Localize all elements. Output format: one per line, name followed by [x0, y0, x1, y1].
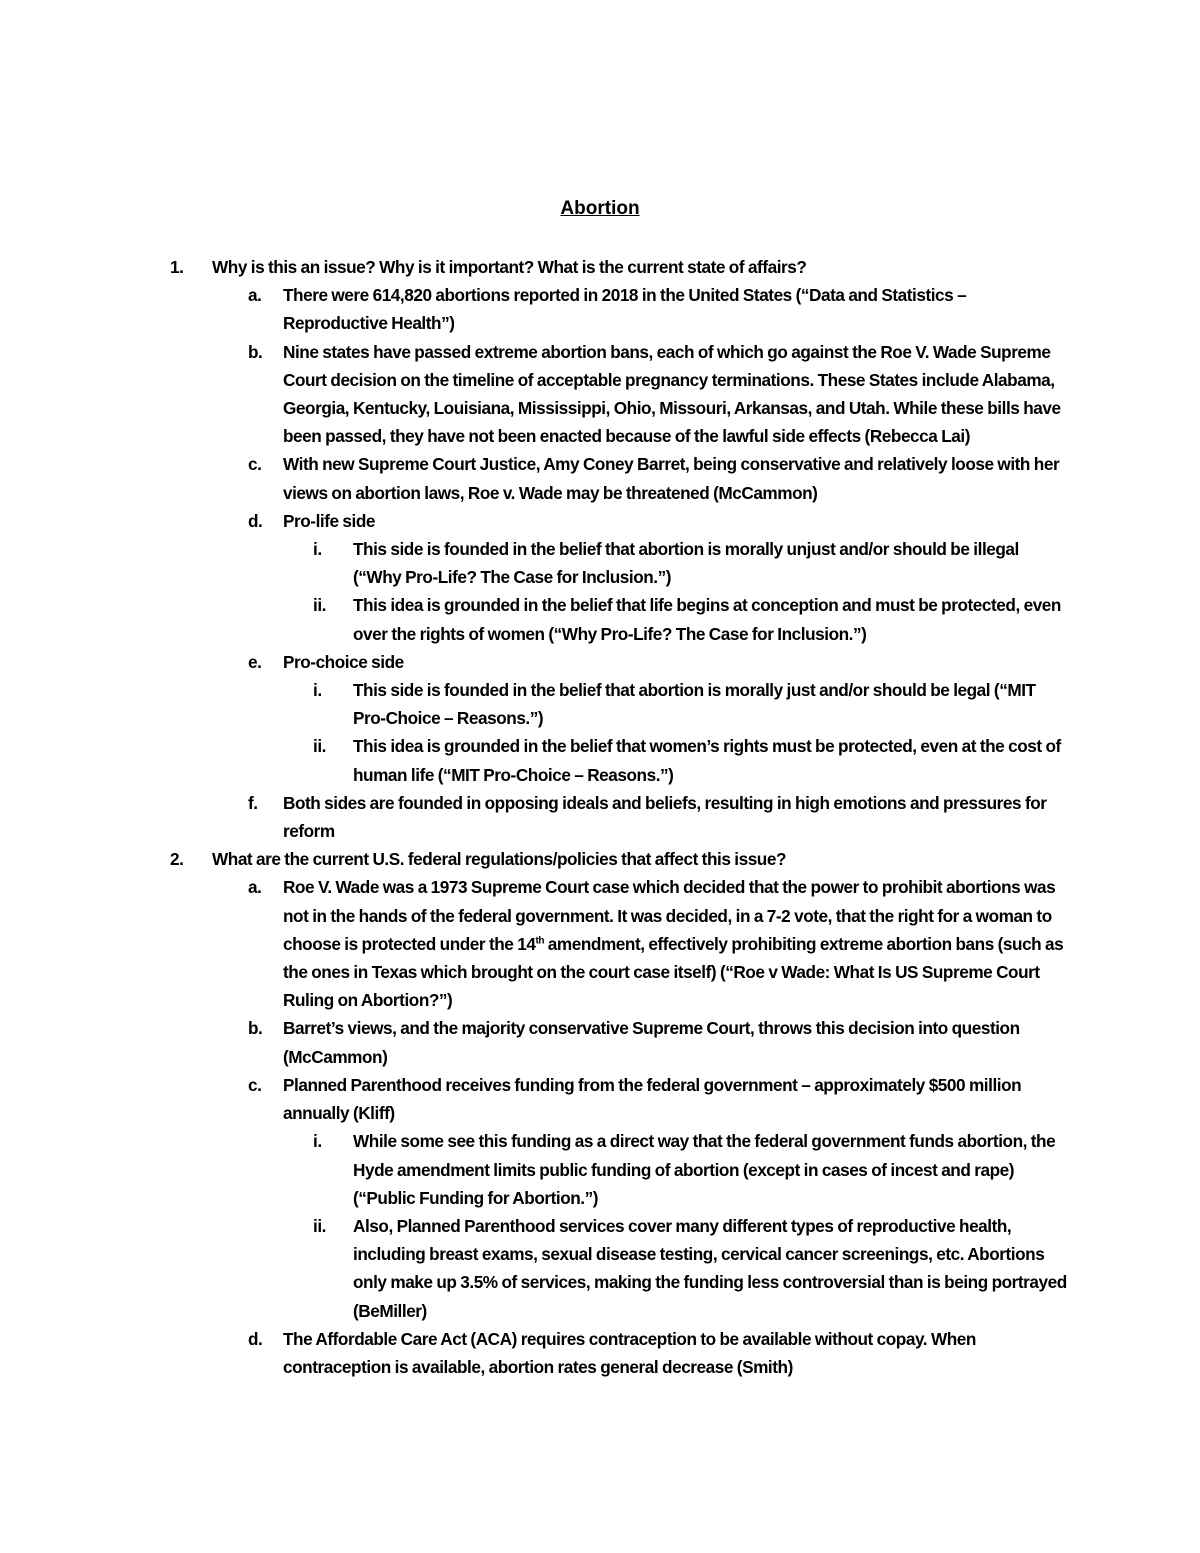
list-marker: c.	[248, 454, 262, 475]
list-marker: c.	[248, 1074, 262, 1095]
q2-item-d	[170, 1325, 1070, 1381]
list-marker: ii.	[313, 595, 326, 616]
list-item-text-part: Roe V. Wade was a 1973 Supreme Court case which decided that the power to prohibit abortions was not in the hands of the federal government. It was decided, in a 7-2 vote, that the right for a woman to choose is protected under the 14	[283, 877, 1056, 954]
q1-item-b	[170, 338, 1070, 451]
list-marker: 1.	[170, 257, 184, 277]
list-marker: ii.	[313, 736, 326, 757]
q2-item-b	[170, 1014, 1070, 1070]
q1-item-e-ii	[170, 732, 1070, 788]
list-marker: ii.	[313, 1215, 326, 1236]
list-marker: f.	[248, 792, 258, 813]
list-marker: i.	[313, 680, 322, 701]
list-item-text: This idea is grounded in the belief that women’s rights must be protected, even at the cost of human life (“MIT Pro-Choice – Reasons.”)	[353, 736, 1061, 785]
list-marker: e.	[248, 651, 262, 672]
q2-item-a	[170, 873, 1070, 1014]
list-item-text: This idea is grounded in the belief that life begins at conception and must be protected, even over the rights of women (“Why Pro-Life? The Case for Inclusion.”)	[353, 595, 1061, 644]
list-marker: 2.	[170, 849, 184, 870]
list-item-text: Also, Planned Parenthood services cover many different types of reproductive health, including breast exams, sexual disease testing, cervical cancer screenings, etc. Abortions only make up 3.5% of services, making the funding less controversial than is being portrayed (BeMiller)	[353, 1215, 1067, 1321]
list-marker: b.	[248, 341, 263, 362]
q1-item-e-i	[170, 676, 1070, 732]
question-1	[170, 253, 1070, 281]
list-item-text: With new Supreme Court Justice, Amy Coney Barret, being conservative and relatively loose with her views on abortion laws, Roe v. Wade may be threatened (McCammon)	[283, 454, 1060, 503]
list-item-text: Both sides are founded in opposing ideals and beliefs, resulting in high emotions and pressures for reform	[283, 792, 1047, 842]
question-2	[170, 845, 1070, 873]
list-marker: b.	[248, 1018, 263, 1039]
q2-item-c	[170, 1071, 1070, 1127]
list-item-text: The Affordable Care Act (ACA) requires contraception to be available without copay. When contraception is available, abortion rates general decrease (Smith)	[283, 1328, 976, 1377]
q2-item-c-ii	[170, 1212, 1070, 1325]
list-item-text: Pro-choice side	[283, 651, 404, 672]
list-item-text: Barret’s views, and the majority conservative Supreme Court, throws this decision into question (McCammon)	[283, 1018, 1020, 1067]
q2-item-c-i	[170, 1127, 1070, 1212]
ordinal-superscript: th	[535, 935, 544, 947]
list-item-text: Nine states have passed extreme abortion bans, each of which go against the Roe V. Wade Supreme Court decision on the timeline of acceptable pregnancy terminations. These States include Alabama, Georgia, Kentucky, Louisiana, Mississippi, Ohio, Missouri, Arkansas, and Utah. While these bills have been passed, they have not been enacted because of the lawful side effects (Rebecca Lai)	[283, 341, 1061, 447]
question-text: What are the current U.S. federal regulations/policies that affect this issue?	[212, 849, 787, 870]
question-text: Why is this an issue? Why is it important? What is the current state of affairs?	[212, 257, 807, 277]
list-marker: d.	[248, 510, 263, 531]
list-item-text	[283, 877, 1063, 1010]
list-marker: a.	[248, 877, 262, 898]
list-item-text: This side is founded in the belief that abortion is morally unjust and/or should be illegal (“Why Pro-Life? The Case for Inclusion.”)	[353, 539, 1019, 588]
q1-item-e	[170, 648, 1070, 676]
list-item-text: While some see this funding as a direct way that the federal government funds abortion, the Hyde amendment limits public funding of abortion (except in cases of incest and rape) (“Public Funding for Abortion.”)	[353, 1131, 1056, 1208]
list-item-text: Planned Parenthood receives funding from the federal government – approximately $500 million annually (Kliff)	[283, 1074, 1022, 1124]
list-marker: d.	[248, 1328, 263, 1349]
list-item-text: There were 614,820 abortions reported in 2018 in the United States (“Data and Statistics – Reproductive Health”)	[283, 285, 967, 334]
list-item-text: This side is founded in the belief that abortion is morally just and/or should be legal (“MIT Pro-Choice – Reasons.”)	[353, 680, 1036, 729]
q1-item-d-i	[170, 535, 1070, 591]
list-marker: i.	[313, 1131, 322, 1152]
q1-item-d	[170, 507, 1070, 535]
list-marker: i.	[313, 539, 322, 560]
list-marker: a.	[248, 285, 262, 306]
list-item-text: Pro-life side	[283, 510, 376, 531]
q1-item-d-ii	[170, 591, 1070, 647]
q1-item-a	[170, 281, 1070, 337]
q1-item-c	[170, 450, 1070, 506]
list-item-text-part: amendment, effectively prohibiting extreme abortion bans (such as the ones in Texas which brought on the court case itself) (“Roe v Wade: What Is US Supreme Court Ruling on Abortion?”)	[283, 933, 1064, 1011]
outline-list	[170, 253, 1070, 1381]
q1-item-f	[170, 789, 1070, 845]
document-title: Abortion	[560, 198, 640, 219]
